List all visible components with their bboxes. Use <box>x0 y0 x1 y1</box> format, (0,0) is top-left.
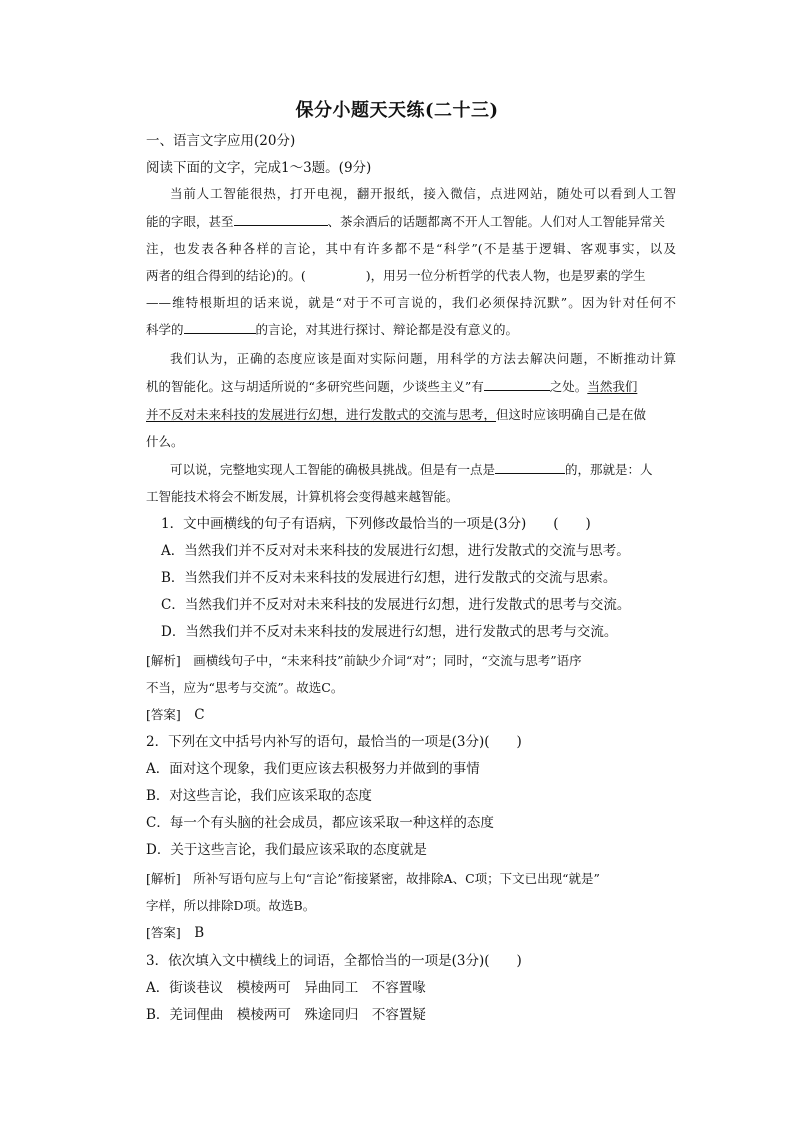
question-2-option-b: B．对这些言论，我们应该采取的态度 <box>146 788 372 804</box>
reading-instruction: 阅读下面的文字，完成1～3题。(9分) <box>146 160 372 176</box>
passage-line <box>146 377 637 397</box>
question-3-stem: 3．依次填入文中横线上的词语，全都恰当的一项是(3分)( ) <box>146 953 522 969</box>
underlined-sentence: 当然我们 <box>587 379 638 394</box>
passage-line: 我们认为，正确的态度应该是面对实际问题，用科学的方法去解决问题，不断推动计算 <box>170 351 676 366</box>
question-1-answer <box>146 705 205 725</box>
question-2-answer <box>146 923 204 943</box>
answer-tag: [答案] <box>146 925 181 940</box>
passage-text: 的言论，对其进行探讨、辩论都是没有意义的。 <box>255 322 519 337</box>
question-2-stem: 2．下列在文中括号内补写的语句，最恰当的一项是(3分)( ) <box>146 734 522 750</box>
question-1-option-a: A．当然我们并不反对对未来科技的发展进行幻想，进行发散式的交流与思考。 <box>161 543 630 559</box>
question-1-analysis-cont: 不当，应为“思考与交流”。故选C。 <box>146 680 344 695</box>
passage-text: 之处。 <box>549 379 588 394</box>
question-2-option-c: C．每一个有头脑的社会成员，都应该采取一种这样的态度 <box>146 815 494 831</box>
question-2-analysis <box>146 869 600 889</box>
passage-text: 两者的组合得到的结论)的。( <box>146 268 306 283</box>
question-1-analysis <box>146 651 582 671</box>
fill-blank <box>184 320 256 334</box>
passage-text: 但这时应该明确自己是在做 <box>496 407 647 422</box>
section-heading: 一、语言文字应用(20分) <box>146 133 296 149</box>
passage-line <box>146 405 646 425</box>
question-1-stem: 1．文中画横线的句子有语病，下列修改最恰当的一项是(3分) ( ) <box>161 516 591 532</box>
analysis-tag: [解析] <box>146 871 181 886</box>
passage-text: )，用另一位分析哲学的代表人物，也是罗素的学生 <box>365 268 646 283</box>
question-2-option-a: A．面对这个现象，我们更应该去积极努力并做到的事情 <box>146 761 480 777</box>
passage-line: 什么。 <box>146 434 184 449</box>
fill-blank <box>495 460 565 474</box>
passage-line <box>146 212 665 232</box>
answer-tag: [答案] <box>146 707 181 722</box>
passage-text: 的，那就是：人 <box>565 462 653 477</box>
answer-value: C <box>180 707 205 723</box>
answer-value: B <box>180 925 205 941</box>
question-2-option-d: D．关于这些言论，我们最应该采取的态度就是 <box>146 842 427 858</box>
passage-line <box>146 266 646 286</box>
underlined-sentence: 并不反对未来科技的发展进行幻想，进行发散式的交流与思考， <box>146 407 497 422</box>
analysis-text: 所补写语句应与上句“言论”衔接紧密，故排除A、C项；下文已出现“就是” <box>180 871 600 886</box>
passage-line: 当前人工智能很热，打开电视，翻开报纸，接入微信，点进网站，随处可以看到人工智 <box>170 186 676 201</box>
question-3-option-b: B．羌词俚曲 模棱两可 殊途同归 不容置疑 <box>146 1007 426 1023</box>
passage-line: 注，也发表各种各样的言论，其中有许多都不是“科学”(不是基于逻辑、客观事实，以及 <box>146 241 676 256</box>
passage-line <box>170 460 653 480</box>
passage-line: ——维特根斯坦的话来说，就是“对于不可言说的，我们必须保持沉默”。因为针对任何不 <box>146 295 676 310</box>
passage-text: 可以说，完整地实现人工智能的确极具挑战。但是有一点是 <box>170 462 496 477</box>
fill-blank <box>234 212 328 226</box>
question-1-option-b: B．当然我们并不反对未来科技的发展进行幻想，进行发散式的交流与思索。 <box>161 570 617 586</box>
passage-text: 能的字眼，甚至 <box>146 214 234 229</box>
passage-text: 科学的 <box>146 322 184 337</box>
passage-line: 工智能技术将会不断发展，计算机将会变得越来越智能。 <box>146 489 459 504</box>
question-3-option-a: A．街谈巷议 模棱两可 异曲同工 不容置喙 <box>146 980 426 996</box>
fill-blank <box>484 377 550 391</box>
analysis-text: 画横线句子中，“未来科技”前缺少介词“对”；同时，“交流与思考”语序 <box>180 653 582 668</box>
page-title: 保分小题天天练(二十三) <box>295 100 499 121</box>
question-1-option-d: D．当然我们并不反对未来科技的发展进行幻想，进行发散式的思考与交流。 <box>161 624 618 640</box>
question-1-option-c: C．当然我们并不反对对未来科技的发展进行幻想，进行发散式的思考与交流。 <box>161 597 631 613</box>
passage-line <box>146 320 518 340</box>
analysis-tag: [解析] <box>146 653 181 668</box>
question-2-analysis-cont: 字样，所以排除D项。故选B。 <box>146 898 316 913</box>
passage-text: 、茶余酒后的话题都离不开人工智能。人们对人工智能异常关 <box>327 214 666 229</box>
passage-text: 机的智能化。这与胡适所说的“多研究些问题，少谈些主义”有 <box>146 379 484 394</box>
